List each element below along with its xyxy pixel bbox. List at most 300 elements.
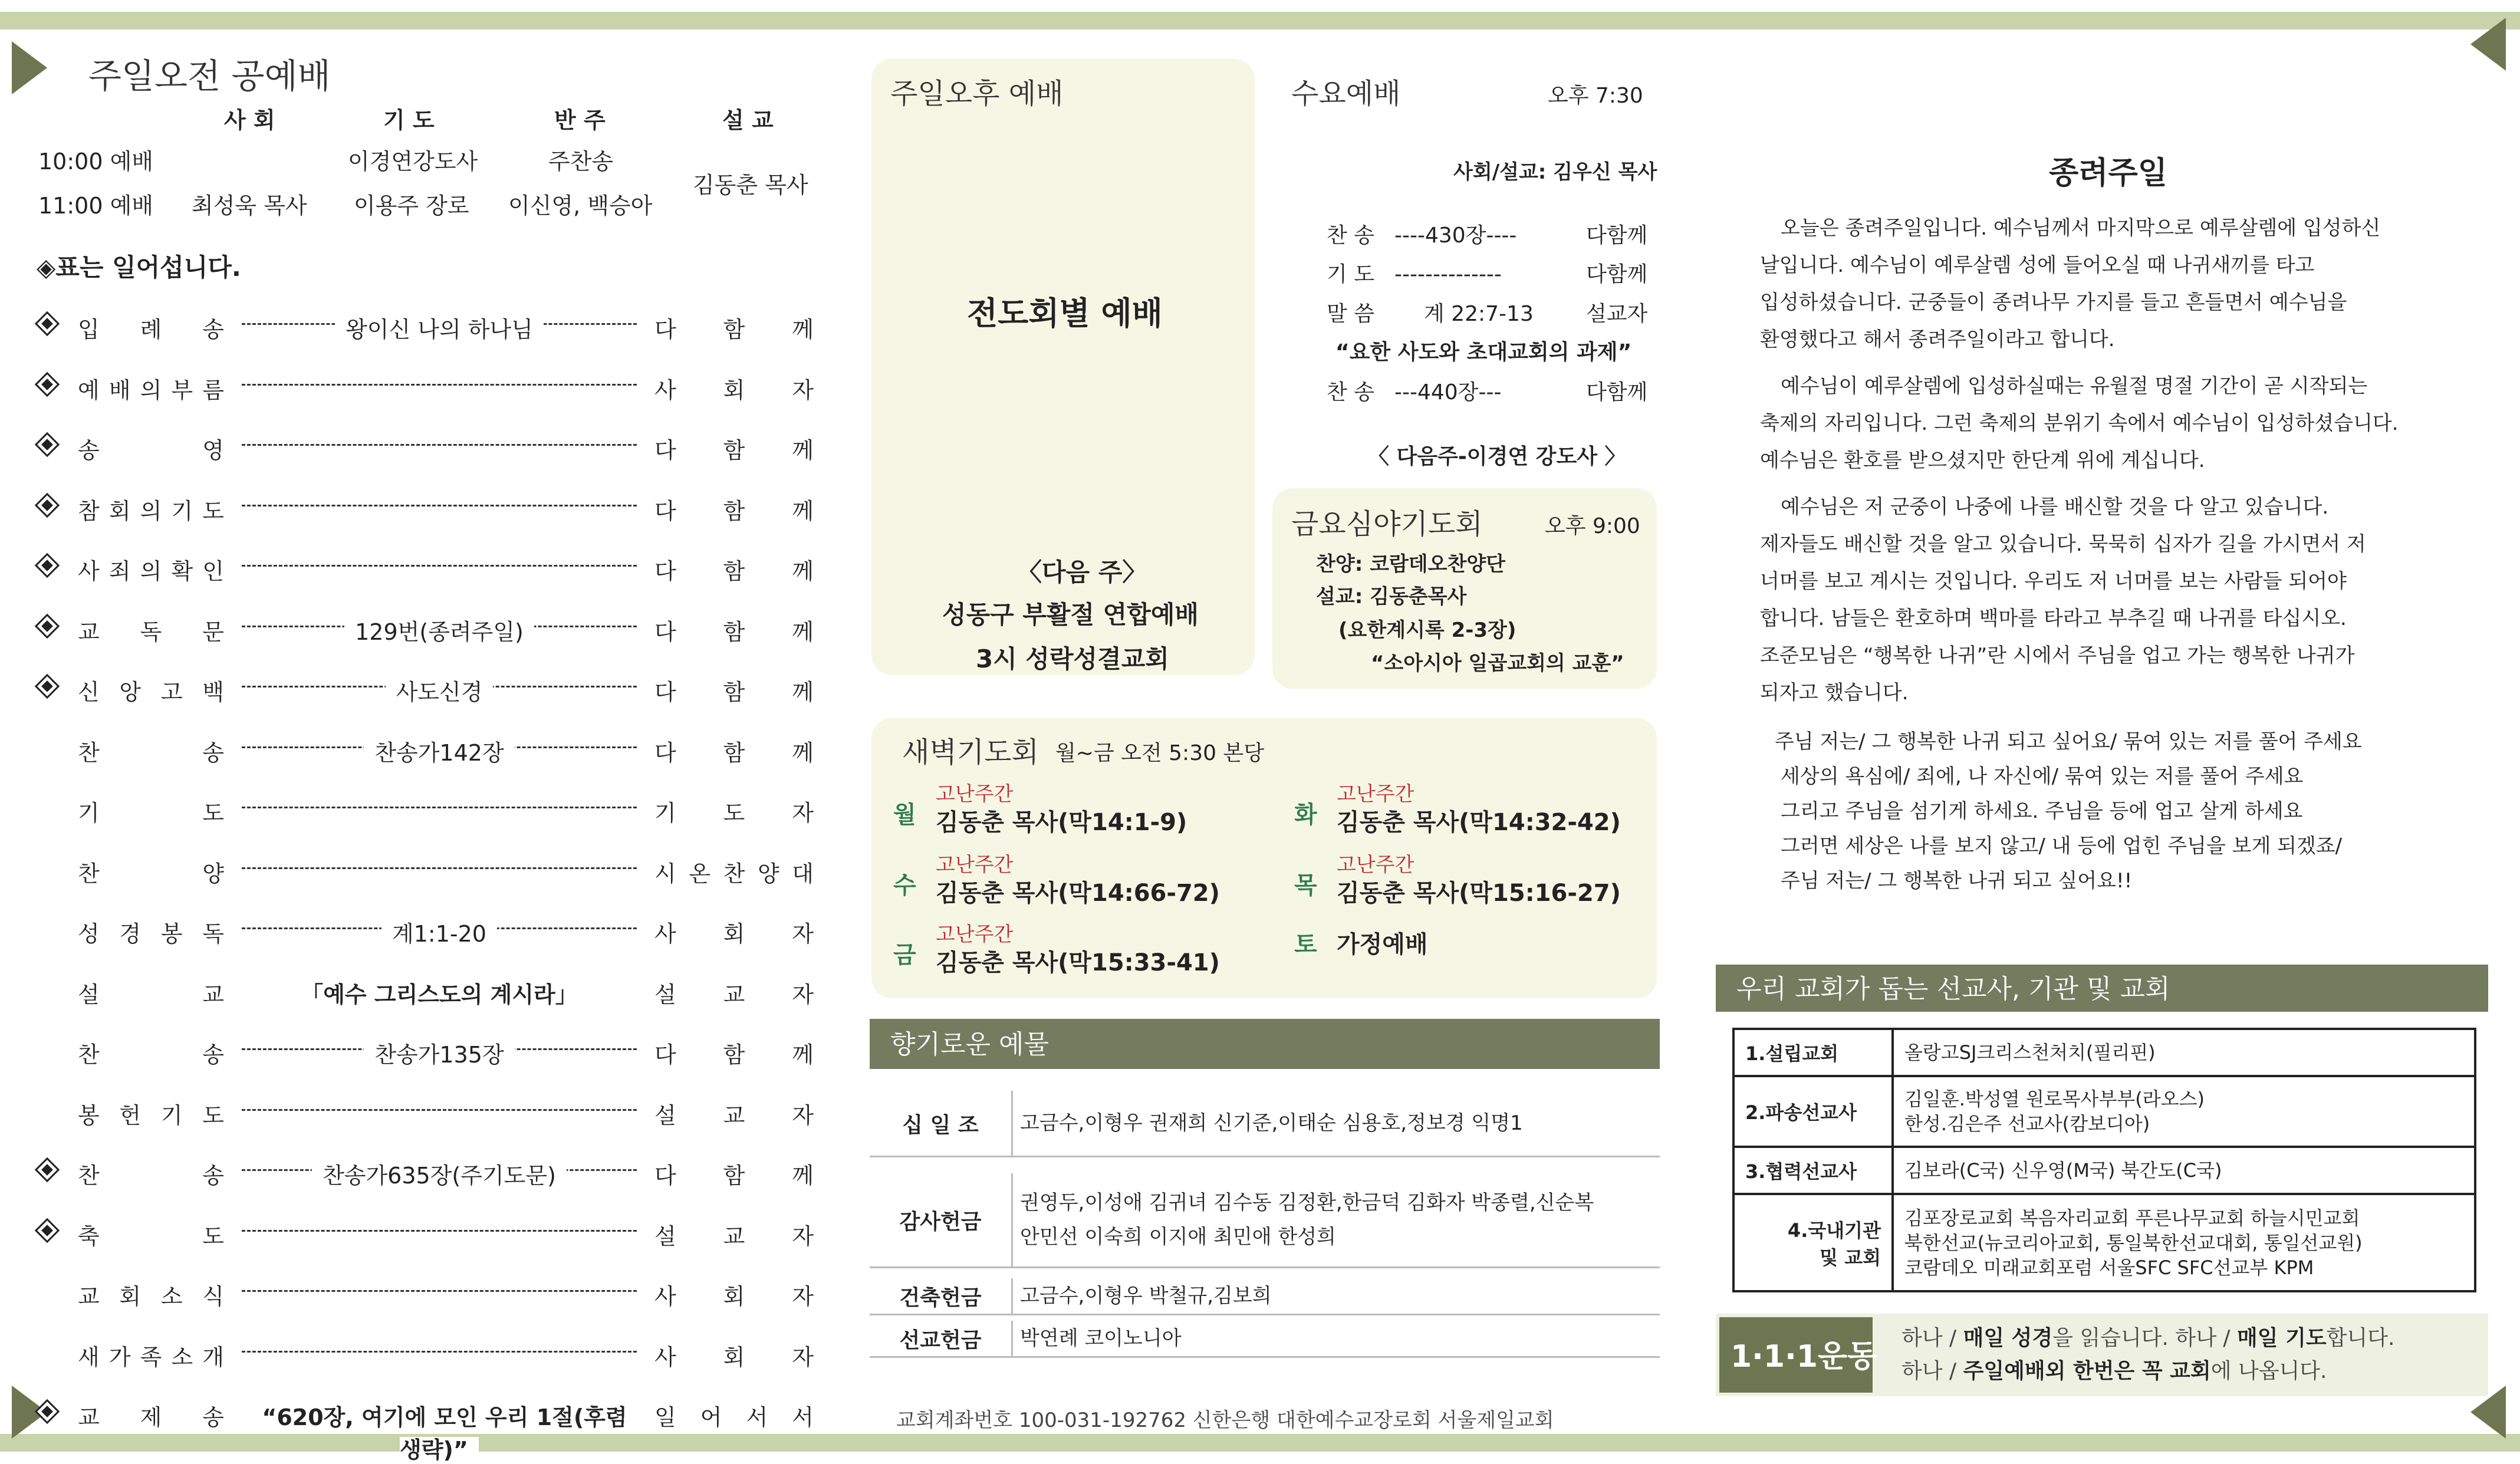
friday-ref: (요한계시록 2-3장) (1338, 619, 1516, 642)
letter: 께 (792, 317, 814, 343)
offering-name-line: 고금수,이형우 박철규,김보희 (1020, 1284, 1272, 1308)
letter: 께 (792, 498, 814, 524)
wed-row-a: 기 도 (1327, 262, 1374, 287)
letter: 회 (108, 498, 131, 524)
top-band (0, 12, 2520, 29)
letter: 배 (108, 377, 131, 403)
letter: 봉 (160, 921, 183, 947)
letter: 참 (78, 498, 100, 524)
letter: 다 (654, 498, 676, 524)
letter: 다 (654, 437, 676, 463)
mission-grid (1732, 1028, 2476, 1292)
order-item-name (78, 1097, 224, 1130)
wed-row-b: ----430장---- (1394, 223, 1517, 248)
letter: 교 (78, 1404, 100, 1430)
service-prayer: 이경연강도사 (348, 149, 478, 175)
mission-entry: 올랑고SJ크리스천처치(필리핀) (1904, 1041, 2156, 1064)
order-item-name (78, 674, 224, 706)
letter: 일 (654, 1404, 676, 1430)
letter: 축 (78, 1223, 100, 1249)
mission-category: 2.파송선교사 (1733, 1076, 1893, 1147)
order-item-leader (654, 1218, 814, 1251)
letter: 기 (78, 800, 100, 826)
wed-row-c: 다함께 (1586, 262, 1648, 287)
order-item-leader (654, 614, 814, 646)
dawn-day (893, 784, 1247, 849)
mission-row (1733, 1029, 2475, 1076)
letter: 도 (202, 1223, 224, 1249)
article-line: 조준모님은 “행복한 나귀”란 시에서 주님을 업고 가는 행복한 나귀가 (1760, 644, 2355, 667)
offering-name-line: 박연례 코이노니아 (1020, 1327, 1182, 1350)
order-item-name (78, 795, 224, 827)
wednesday-next: 〈 다음주-이경연 강도사 〉 (1368, 445, 1626, 469)
letter: 신 (78, 679, 100, 705)
letter: 어 (700, 1404, 722, 1430)
order-item-leader (654, 735, 814, 767)
day-label: 목 (1294, 872, 1317, 899)
letter: 회 (723, 1344, 745, 1370)
dash-leader (242, 1230, 637, 1232)
letter: 다 (654, 679, 676, 705)
letter: 성 (78, 921, 100, 947)
motto-emph: 매일 기도 (2237, 1326, 2327, 1350)
letter: 함 (723, 679, 745, 705)
order-item-name (78, 1339, 224, 1371)
wed-hymn-b: ---440장--- (1394, 380, 1502, 404)
order-item-name (78, 493, 224, 525)
order-item-detail: 계1:1-20 (381, 921, 497, 947)
letter: 기 (171, 498, 193, 524)
article-line: 되자고 했습니다. (1760, 681, 1909, 705)
letter: 족 (140, 1344, 162, 1370)
offering-label: 건축헌금 (870, 1278, 1013, 1314)
standing-diamond-icon (35, 1218, 60, 1243)
order-item (0, 1218, 837, 1254)
order-item-detail: “620장, 여기에 모인 우리 1절(후렴생략)” (251, 1404, 627, 1463)
order-item-name (78, 372, 224, 404)
letter: 기 (160, 1103, 183, 1129)
letter: 의 (140, 498, 162, 524)
order-item (0, 1157, 837, 1193)
day-label: 수 (893, 872, 916, 899)
letter: 백 (202, 679, 224, 705)
col-header-prayer: 기 도 (383, 107, 435, 133)
motto-text: 에 나옵니다. (2210, 1359, 2327, 1383)
order-item-name (78, 1399, 224, 1432)
order-item-leader (654, 1278, 814, 1311)
letter: 사 (654, 1284, 676, 1310)
col-header-sermon: 설 교 (722, 107, 774, 133)
mission-entries (1893, 1076, 2475, 1147)
article-line: 오늘은 종려주일입니다. 예수님께서 마지막으로 예루살렘에 입성하신 (1781, 216, 2381, 240)
letter: 교 (723, 1103, 745, 1129)
order-item-detail: 사도신경 (386, 679, 494, 705)
wednesday-host: 사회/설교: 김우신 목사 (1453, 160, 1657, 184)
offering-row (870, 1091, 1660, 1157)
order-item-name (78, 311, 224, 344)
friday-praise: 찬양: 코람데오찬양단 (1316, 552, 1506, 576)
article-line: 합니다. 남들은 환호하며 백마를 타라고 부추길 때 나귀를 타십시오. (1760, 607, 2347, 630)
letter: 자 (792, 1284, 814, 1310)
order-item (0, 311, 837, 347)
letter: 확 (171, 558, 193, 584)
wed-row-b: 계 22:7-13 (1424, 302, 1534, 326)
dash-leader (242, 384, 637, 386)
letter: 회 (723, 921, 745, 947)
letter: 다 (654, 558, 676, 584)
mission-category: 4.국내기관 및 교회 (1733, 1194, 1893, 1291)
order-item (0, 1399, 837, 1463)
letter: 교 (78, 1284, 100, 1310)
afternoon-next-line1: 성동구 부활절 연합예배 (942, 600, 1199, 629)
poem-line: 주님 저는/ 그 행복한 나귀 되고 싶어요/ 묶여 있는 저를 풀어 주세요 (1775, 730, 2362, 754)
day-label: 화 (1294, 801, 1317, 828)
article-line: 입성하셨습니다. 군중들이 종려나무 가지를 들고 흔들면서 예수님을 (1760, 291, 2347, 314)
col-header-organ: 반 주 (554, 107, 606, 133)
order-item-name (78, 735, 224, 767)
dawn-day (893, 855, 1247, 920)
letter: 양 (202, 861, 224, 887)
motto-line2 (1901, 1361, 2327, 1382)
letter: 제 (140, 1404, 162, 1430)
letter: 다 (654, 317, 676, 343)
article-line: 너머를 보고 계시는 것입니다. 우리도 저 너머를 보는 사람들 되어야 (1760, 570, 2347, 593)
friday-topic: “소아시아 일곱교회의 교훈” (1371, 652, 1624, 675)
passion-week-tag: 고난주간 (936, 853, 1014, 877)
order-item-detail: 찬송가135장 (364, 1042, 514, 1068)
letter: 함 (723, 498, 745, 524)
wed-row-b: -------------- (1394, 262, 1502, 287)
day-preacher: 김동춘 목사(막15:33-41) (936, 949, 1220, 976)
letter: 자 (792, 982, 814, 1008)
order-item (0, 976, 837, 1012)
letter: 다 (654, 1042, 676, 1068)
letter: 설 (654, 982, 676, 1008)
order-item (0, 856, 837, 891)
letter: 서 (746, 1404, 768, 1430)
wed-row-a: 말 씀 (1327, 302, 1374, 326)
order-item-name (78, 976, 224, 1009)
standing-diamond-icon (35, 553, 60, 578)
dawn-title: 새벽기도회 (902, 736, 1039, 769)
article-line: 축제의 자리입니다. 그런 축제의 분위기 속에서 예수님이 입성하셨습니다. (1760, 412, 2399, 435)
letter: 설 (654, 1103, 676, 1129)
order-item-detail: 왕이신 나의 하나님 (335, 317, 544, 343)
dash-leader (242, 1351, 637, 1353)
letter: 름 (202, 377, 224, 403)
offering-row (870, 1278, 1660, 1315)
letter: 봉 (78, 1103, 100, 1129)
friday-preach: 설교: 김동춘목사 (1316, 585, 1467, 608)
letter: 자 (792, 1103, 814, 1129)
motto-text: 하나 / (1901, 1326, 1963, 1350)
dash-leader (242, 807, 637, 808)
dash-leader (242, 565, 637, 567)
article-line: 예수님은 환호를 받으셨지만 한단계 위에 계십니다. (1760, 449, 2205, 472)
order-item-name (78, 916, 224, 948)
day-label: 토 (1294, 931, 1317, 958)
letter: 자 (792, 377, 814, 403)
letter: 온 (689, 861, 711, 887)
passion-week-tag: 고난주간 (1337, 782, 1414, 806)
letter: 새 (78, 1344, 100, 1370)
mission-row (1733, 1147, 2475, 1194)
letter: 사 (654, 921, 676, 947)
order-item (0, 1037, 837, 1072)
article-line: 제자들도 배신할 것을 알고 있습니다. 묵묵히 십자가 길을 가시면서 저 (1760, 532, 2366, 556)
order-item (0, 735, 837, 770)
passion-week-tag: 고난주간 (1337, 853, 1414, 877)
letter: 회 (119, 1284, 142, 1310)
dawn-sub: 월~금 오전 5:30 본당 (1055, 741, 1264, 765)
letter: 인 (202, 558, 224, 584)
letter: 함 (723, 558, 745, 584)
offering-names (1020, 1091, 1523, 1156)
dawn-day (893, 925, 1247, 989)
letter: 함 (723, 1042, 745, 1068)
day-preacher: 김동춘 목사(막14:66-72) (936, 880, 1220, 907)
order-item-name (78, 1218, 224, 1251)
offering-name-line: 안민선 이숙희 이지애 최민애 한성희 (1020, 1225, 1336, 1249)
offering-names (1020, 1173, 1594, 1266)
letter: 도 (723, 800, 745, 826)
order-item-name (78, 432, 224, 465)
palm-title: 종려주일 (2049, 156, 2167, 191)
afternoon-next-line2: 3시 성락성결교회 (976, 644, 1169, 673)
corner-arrow-icon (12, 41, 47, 94)
letter: 예 (78, 377, 100, 403)
letter: 함 (723, 317, 745, 343)
motto-badge-text: 1·1·1운동 (1731, 1339, 1877, 1374)
letter: 의 (140, 558, 162, 584)
letter: 사 (78, 558, 100, 584)
order-item-leader (654, 493, 814, 525)
order-item-leader (654, 432, 814, 465)
letter: 고 (160, 679, 183, 705)
letter: 께 (792, 437, 814, 463)
mission-entries (1893, 1194, 2475, 1291)
afternoon-title: 주일오후 예배 (890, 77, 1064, 110)
dash-leader (242, 1109, 637, 1111)
standing-diamond-icon (35, 614, 60, 639)
day-preacher: 가정예배 (1337, 931, 1428, 958)
letter: 교 (202, 982, 224, 1008)
motto-text: 하나 / (1901, 1359, 1963, 1383)
mission-entry: 김일훈.박성열 원로목사부부(라오스) (1904, 1088, 2205, 1110)
order-item (0, 1097, 837, 1133)
letter: 자 (792, 921, 814, 947)
service-prayer: 이용주 장로 (354, 193, 469, 219)
letter: 함 (723, 1163, 745, 1189)
wed-row-a: 찬 송 (1327, 223, 1374, 248)
wednesday-time: 오후 7:30 (1548, 84, 1643, 108)
letter: 앙 (119, 679, 142, 705)
standing-note: ◈표는 일어섭니다. (37, 253, 241, 282)
letter: 송 (202, 317, 224, 343)
friday-time: 오후 9:00 (1545, 514, 1640, 538)
wed-hymn-a: 찬 송 (1327, 380, 1374, 404)
day-label: 월 (893, 801, 916, 828)
letter: 헌 (119, 1103, 142, 1129)
letter: 찬 (78, 740, 100, 766)
motto-emph: 매일 성경 (1963, 1326, 2053, 1350)
letter: 사 (654, 1344, 676, 1370)
letter: 다 (654, 740, 676, 766)
letter: 송 (202, 1042, 224, 1068)
offering-names (1020, 1321, 1182, 1356)
order-item-name (78, 1037, 224, 1069)
letter: 부 (171, 377, 193, 403)
letter: 다 (654, 619, 676, 645)
letter: 례 (140, 317, 162, 343)
afternoon-main: 전도회별 예배 (967, 295, 1163, 332)
service-time: 11:00 예배 (38, 193, 154, 219)
mission-title: 우리 교회가 돕는 선교사, 기관 및 교회 (1736, 974, 2170, 1004)
offering-name-line: 고금수,이형우 권재희 신기준,이태순 심용호,정보경 익명1 (1020, 1111, 1523, 1135)
offering-title: 향기로운 예물 (890, 1029, 1050, 1060)
order-item-leader (654, 1399, 814, 1432)
order-item (0, 1278, 837, 1314)
account-info: 교회계좌번호 100-031-192762 신한은행 대한예수교장로회 서울제일교회 (896, 1409, 1554, 1432)
dawn-day (1294, 855, 1648, 920)
offering-label: 십 일 조 (870, 1091, 1013, 1156)
passion-week-tag: 고난주간 (936, 923, 1014, 946)
letter: 교 (723, 982, 745, 1008)
offering-row (870, 1321, 1660, 1358)
order-item-leader (654, 1157, 814, 1190)
poem-line: 그러면 세상은 나를 보지 않고/ 내 등에 업힌 주님을 보게 되겠죠/ (1781, 834, 2343, 858)
letter: 사 (654, 377, 676, 403)
motto-emph: 주일예배외 한번은 꼭 교회 (1963, 1359, 2211, 1383)
article-line: 환영했다고 해서 종려주일이라고 합니다. (1760, 328, 2115, 351)
article-line: 예수님이 예루살렘에 입성하실때는 유월절 명절 기간이 곧 시작되는 (1781, 374, 2368, 398)
letter: 자 (792, 800, 814, 826)
letter: 도 (202, 800, 224, 826)
mission-entry: 한성.김은주 선교사(캄보디아) (1904, 1113, 2150, 1135)
article-line: 날입니다. 예수님이 예루살렘 성에 들어오실 때 나귀새끼를 타고 (1760, 254, 2315, 277)
friday-title: 금요심야기도회 (1291, 508, 1483, 541)
dash-leader (242, 1290, 637, 1292)
order-item-leader (654, 795, 814, 827)
letter: 찬 (723, 861, 745, 887)
order-item-leader (654, 372, 814, 404)
letter: 독 (202, 921, 224, 947)
letter: 가 (108, 1344, 131, 1370)
letter: 자 (792, 1223, 814, 1249)
letter: 죄 (108, 558, 131, 584)
wednesday-title: 수요예배 (1291, 77, 1401, 110)
offering-label: 선교헌금 (870, 1321, 1013, 1356)
letter: 송 (78, 437, 100, 463)
letter: 기 (654, 800, 676, 826)
letter: 경 (119, 921, 142, 947)
order-item (0, 795, 837, 830)
passion-week-tag: 고난주간 (936, 782, 1014, 806)
dawn-day (1294, 784, 1648, 849)
letter: 회 (723, 1284, 745, 1310)
order-item-name (78, 1278, 224, 1311)
letter: 영 (202, 437, 224, 463)
offering-name-line: 권영두,이성애 김귀녀 김수동 김정환,한금덕 김화자 박종렬,신순복 (1020, 1191, 1594, 1215)
order-item-leader (654, 1339, 814, 1371)
order-item-detail: 129번(종려주일) (344, 619, 534, 645)
letter: 께 (792, 558, 814, 584)
letter: 찬 (78, 1163, 100, 1189)
morning-service-title: 주일오전 공예배 (88, 56, 331, 96)
letter: 교 (723, 1223, 745, 1249)
wed-hymn-c: 다함께 (1586, 380, 1648, 404)
dawn-day (1294, 925, 1648, 989)
mission-row (1733, 1194, 2475, 1291)
order-item-leader (654, 1037, 814, 1069)
letter: 입 (78, 317, 100, 343)
standing-diamond-icon (35, 1399, 60, 1424)
order-item (0, 493, 837, 528)
letter: 자 (792, 1344, 814, 1370)
standing-diamond-icon (35, 674, 60, 699)
letter: 의 (140, 377, 162, 403)
standing-diamond-icon (35, 372, 60, 397)
service-time: 10:00 예배 (38, 149, 154, 175)
corner-arrow-icon (2470, 18, 2506, 71)
letter: 찬 (78, 1042, 100, 1068)
letter: 서 (792, 1404, 814, 1430)
letter: 회 (723, 377, 745, 403)
standing-diamond-icon (35, 311, 60, 336)
letter: 독 (140, 619, 162, 645)
day-preacher: 김동춘 목사(막14:1-9) (936, 809, 1187, 836)
letter: 도 (202, 498, 224, 524)
letter: 함 (723, 740, 745, 766)
mission-category: 1.설립교회 (1733, 1029, 1893, 1076)
poem-line: 세상의 욕심에/ 죄에, 나 자신에/ 묶여 있는 저를 풀어 주세요 (1781, 765, 2304, 788)
mission-entry: 김보라(C국) 신우영(M국) 북간도(C국) (1904, 1159, 2222, 1182)
dash-leader (242, 505, 637, 506)
day-preacher: 김동춘 목사(막15:16-27) (1337, 880, 1621, 907)
letter: 송 (202, 740, 224, 766)
order-item-name (78, 614, 224, 646)
letter: 송 (202, 1163, 224, 1189)
motto-text: 합니다. (2326, 1326, 2395, 1350)
motto-line1 (1901, 1328, 2394, 1349)
letter: 께 (792, 619, 814, 645)
wednesday-sermon: “요한 사도와 초대교회의 과제” (1335, 340, 1632, 364)
letter: 께 (792, 679, 814, 705)
day-preacher: 김동춘 목사(막14:32-42) (1337, 809, 1621, 836)
letter: 양 (757, 861, 779, 887)
letter: 함 (723, 437, 745, 463)
mission-entries (1893, 1147, 2475, 1194)
day-label: 금 (893, 942, 916, 969)
mission-entry: 김포장로교회 복음자리교회 푸른나무교회 하늘시민교회 (1904, 1206, 2360, 1229)
order-item (0, 614, 837, 649)
order-item (0, 916, 837, 951)
mission-entries (1893, 1029, 2475, 1076)
preacher: 김동춘 목사 (693, 172, 808, 198)
order-item (0, 372, 837, 407)
mission-entry: 코람데오 미래교회포럼 서울SFC SFC선교부 KPM (1904, 1256, 2314, 1279)
order-item-leader (654, 856, 814, 888)
letter: 개 (202, 1344, 224, 1370)
offering-label: 감사헌금 (870, 1173, 1013, 1266)
offering-names (1020, 1278, 1272, 1314)
letter: 소 (160, 1284, 183, 1310)
letter: 시 (654, 861, 676, 887)
afternoon-next-label: 〈다음 주〉 (1017, 558, 1147, 587)
service-organ: 이신영, 백승아 (508, 193, 653, 219)
wed-row-c: 다함께 (1586, 223, 1648, 248)
letter: 찬 (78, 861, 100, 887)
